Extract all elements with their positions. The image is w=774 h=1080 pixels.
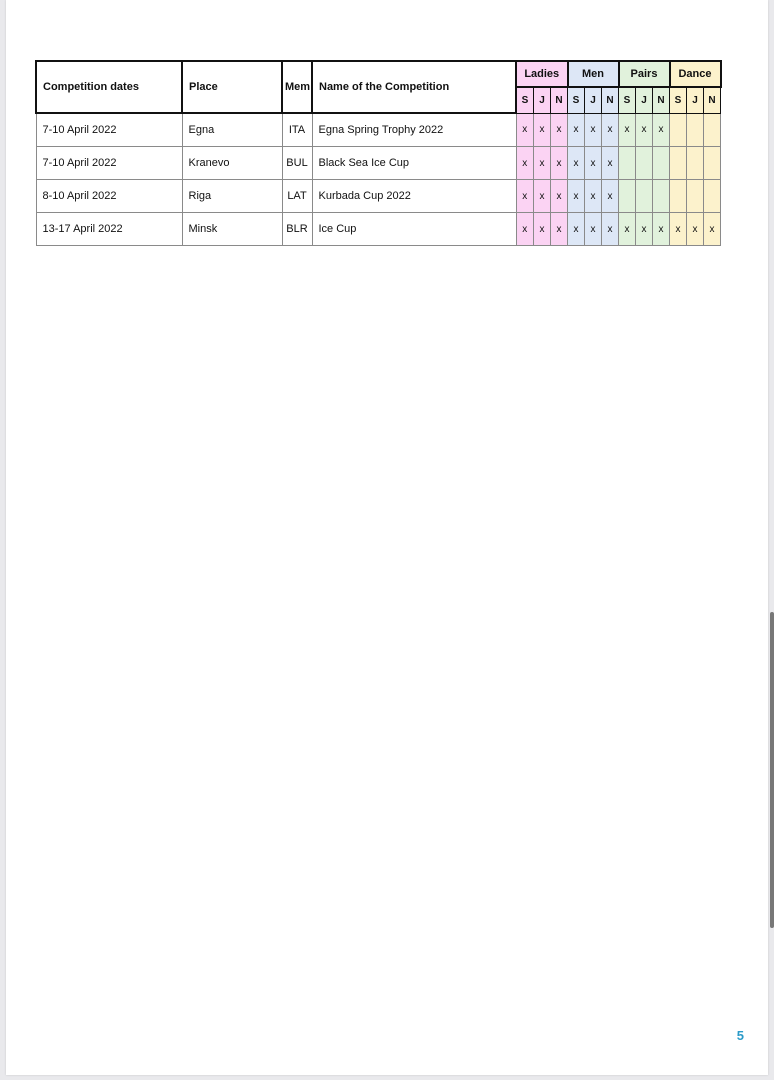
sub-dance-n: N (704, 87, 721, 113)
mark-cell: x (568, 180, 585, 213)
mark-cell: x (551, 147, 568, 180)
mark-cell (687, 147, 704, 180)
header-group-ladies: Ladies (516, 61, 568, 87)
mark-cell (687, 113, 704, 147)
table-row (36, 113, 721, 147)
mark-cell: x (602, 180, 619, 213)
mark-cell (636, 180, 653, 213)
cell-name: Ice Cup (312, 213, 516, 246)
mark-cell: x (619, 113, 636, 147)
mark-cell: x (534, 180, 551, 213)
sub-pairs-s: S (619, 87, 636, 113)
mark-cell: x (636, 213, 653, 246)
mark-cell (670, 113, 687, 147)
mark-cell: x (619, 213, 636, 246)
mark-cell: x (653, 213, 670, 246)
table-row (36, 180, 721, 213)
mark-cell: x (516, 180, 534, 213)
mark-cell (704, 180, 721, 213)
cell-place: Riga (182, 180, 282, 213)
mark-cell: x (602, 147, 619, 180)
mark-cell: x (602, 213, 619, 246)
cell-name: Egna Spring Trophy 2022 (312, 113, 516, 147)
mark-cell: x (534, 147, 551, 180)
cell-mem: ITA (282, 113, 312, 147)
sub-pairs-j: J (636, 87, 653, 113)
mark-cell: x (585, 180, 602, 213)
sub-dance-j: J (687, 87, 704, 113)
mark-cell: x (602, 113, 619, 147)
mark-cell: x (516, 147, 534, 180)
mark-cell: x (568, 147, 585, 180)
mark-cell (619, 147, 636, 180)
mark-cell (670, 147, 687, 180)
sub-ladies-n: N (551, 87, 568, 113)
cell-mem: BUL (282, 147, 312, 180)
scrollbar[interactable] (770, 612, 774, 928)
sub-pairs-n: N (653, 87, 670, 113)
sub-ladies-s: S (516, 87, 534, 113)
document-page (6, 0, 768, 1075)
cell-dates: 13-17 April 2022 (36, 213, 182, 246)
mark-cell (653, 180, 670, 213)
mark-cell (670, 180, 687, 213)
cell-name: Kurbada Cup 2022 (312, 180, 516, 213)
mark-cell: x (670, 213, 687, 246)
header-group-dance: Dance (670, 61, 721, 87)
sub-men-n: N (602, 87, 619, 113)
cell-place: Kranevo (182, 147, 282, 180)
mark-cell: x (585, 113, 602, 147)
mark-cell (619, 180, 636, 213)
mark-cell: x (516, 113, 534, 147)
header-mem: Mem (282, 61, 312, 113)
table-header-row (36, 61, 721, 87)
cell-name: Black Sea Ice Cup (312, 147, 516, 180)
cell-dates: 7-10 April 2022 (36, 113, 182, 147)
sub-dance-s: S (670, 87, 687, 113)
mark-cell: x (516, 213, 534, 246)
header-place: Place (182, 61, 282, 113)
mark-cell (687, 180, 704, 213)
mark-cell: x (534, 113, 551, 147)
mark-cell (704, 147, 721, 180)
cell-place: Minsk (182, 213, 282, 246)
competition-table (35, 60, 722, 246)
mark-cell (704, 113, 721, 147)
mark-cell: x (534, 213, 551, 246)
header-group-men: Men (568, 61, 619, 87)
mark-cell: x (568, 113, 585, 147)
cell-mem: LAT (282, 180, 312, 213)
cell-dates: 7-10 April 2022 (36, 147, 182, 180)
mark-cell: x (636, 113, 653, 147)
mark-cell (636, 147, 653, 180)
cell-place: Egna (182, 113, 282, 147)
mark-cell: x (653, 113, 670, 147)
cell-dates: 8-10 April 2022 (36, 180, 182, 213)
sub-men-j: J (585, 87, 602, 113)
mark-cell: x (704, 213, 721, 246)
mark-cell: x (568, 213, 585, 246)
sub-ladies-j: J (534, 87, 551, 113)
mark-cell: x (551, 213, 568, 246)
mark-cell: x (687, 213, 704, 246)
mark-cell: x (585, 213, 602, 246)
mark-cell: x (551, 113, 568, 147)
cell-mem: BLR (282, 213, 312, 246)
header-group-pairs: Pairs (619, 61, 670, 87)
mark-cell (653, 147, 670, 180)
table-row (36, 213, 721, 246)
page-number: 5 (736, 1028, 744, 1043)
sub-men-s: S (568, 87, 585, 113)
header-competition-name: Name of the Competition (312, 61, 516, 113)
table-row (36, 147, 721, 180)
mark-cell: x (551, 180, 568, 213)
header-competition-dates: Competition dates (36, 61, 182, 113)
mark-cell: x (585, 147, 602, 180)
